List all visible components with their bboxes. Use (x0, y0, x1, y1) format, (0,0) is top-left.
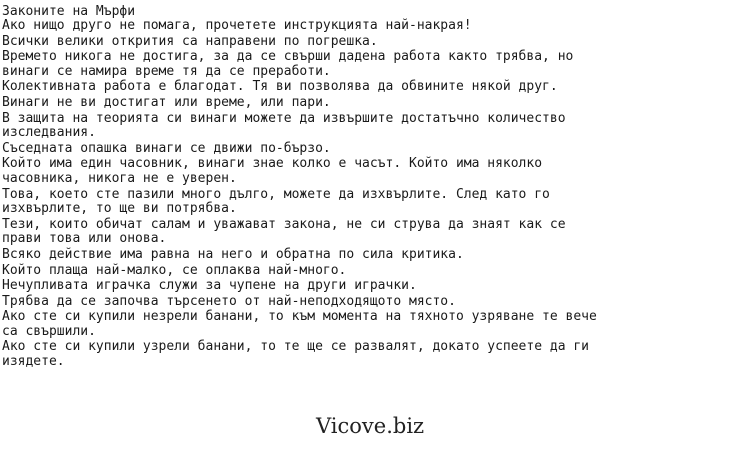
list-item: Нечупливата играчка служи за чупене на други играчки. (2, 278, 417, 294)
list-item: Всяко действие има равна на него и обратна по сила критика. (2, 246, 464, 262)
list-item: Това, което сте пазили много дълго, можете да изхвърлите. След като го изхвърлите, то ще ви потрябва. (2, 186, 550, 217)
list-item: Ако сте си купили незрели банани, то към момента на тяхното узряване те вече са свършили. (2, 309, 597, 339)
list-item: Тези, които обичат салам и уважават закона, не си струва да знаят как се прави това или онова. (2, 216, 566, 247)
list-item: Трябва да се започва търсенето от най-неподходящото място. (2, 293, 456, 309)
laws-list (2, 19, 602, 370)
site-watermark: Vicove.biz (316, 414, 425, 438)
list-item: Съседната опашка винаги се движи по-бързо. (2, 140, 331, 156)
list-item: Който има един часовник, винаги знае колко е часът. Който има няколко часовника, никога не е уверен. (2, 156, 543, 186)
list-item: Ако сте си купили узрели банани, то те ще се развалят, докато успеете да ги изядете. (2, 339, 589, 370)
list-item: Винаги не ви достигат или време, или пари. (2, 94, 331, 110)
list-item: Времето никога не достига, за да се свърши дадена работа както трябва, но винаги се намира време тя да се преработи. (2, 49, 574, 79)
list-item: Ако нищо друго не помага, прочетете инструкцията най-накрая! (2, 18, 472, 33)
list-item: Който плаща най-малко, се оплаква най-много. (2, 262, 347, 278)
page-title: Законите на Мърфи (2, 4, 136, 19)
list-item: В защита на теорията си винаги можете да извършите достатъчно количество изследвания. (2, 110, 566, 141)
list-item: Всички велики открития са направени по погрешка. (2, 33, 378, 49)
document-body (2, 4, 602, 371)
list-item: Колективната работа е благодат. Тя ви позволява да обвините някой друг. (2, 79, 558, 95)
